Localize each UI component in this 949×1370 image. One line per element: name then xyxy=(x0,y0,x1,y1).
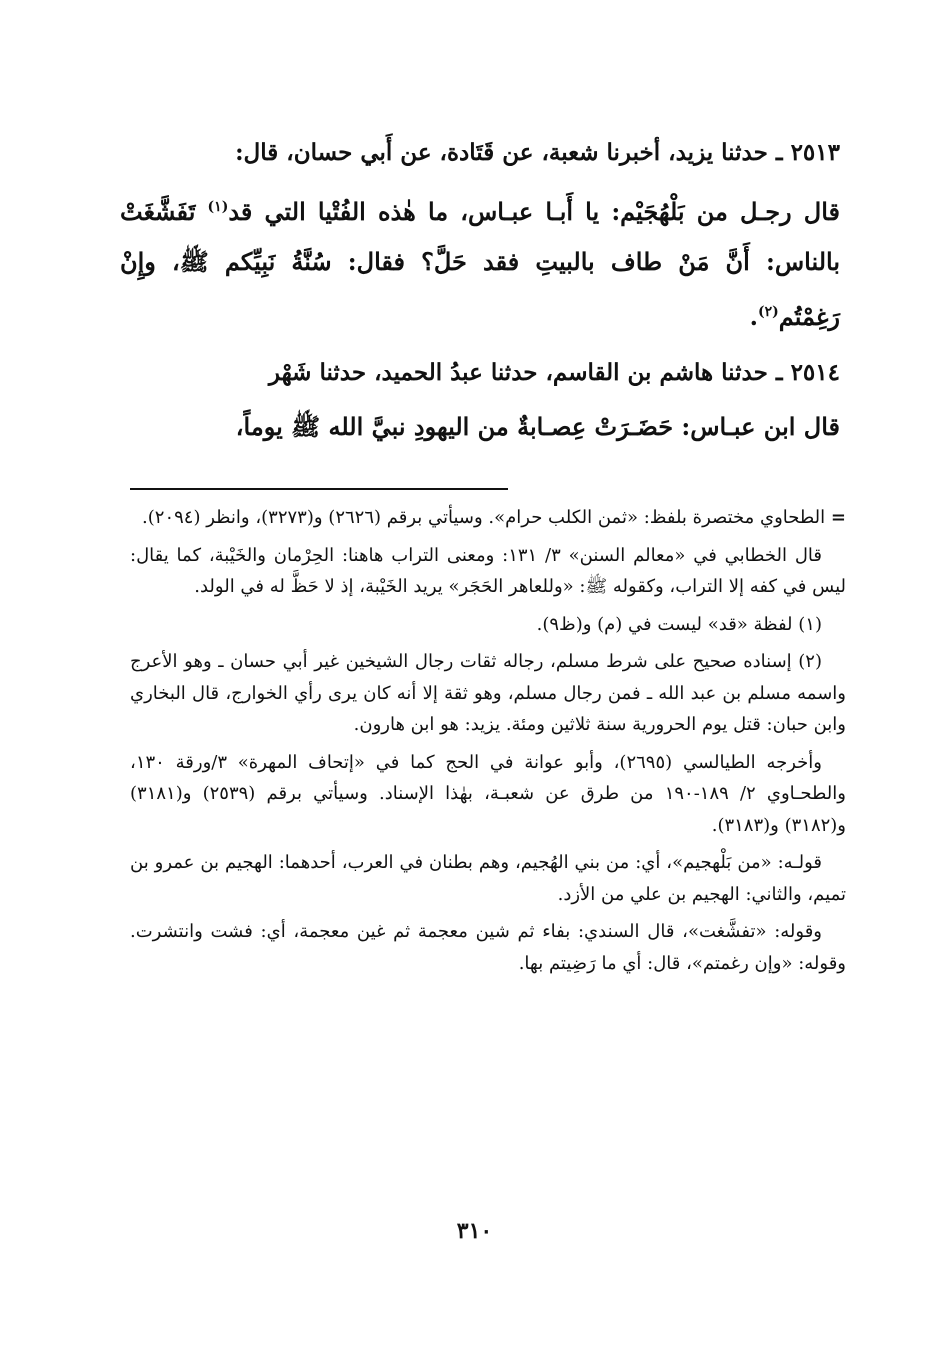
hadith-2513-text-2: تَفَشَّغَتْ بالناس: أَنَّ مَنْ طاف بالبيتِ فقد حَلَّ؟ فقال: سُنَّةُ نَبِيِّكم ﷺ، وإِنْ رَغِمْتُم xyxy=(120,197,840,331)
hadith-2514-text: قال ابن عبـاس: حَضَـرَتْ عِصـابةٌ من اليهودِ نبيَّ الله ﷺ يوماً، xyxy=(235,412,840,441)
hadith-2513 xyxy=(120,130,840,342)
hadith-2513-text-end: . xyxy=(749,302,758,331)
footnote-2-gloss-tafashshaghat: وقوله: «تفشَّغت»، قال السندي: بفاء ثم شين معجمة ثم غين معجمة، أي: فشت وانتشرت. وقوله: «وإن رغمتم»، قال: أي ما رَضِيتم بها. xyxy=(130,921,846,974)
hadith-2514-heading: ٢٥١٤ ـ حدثنا هاشم بن القاسم، حدثنا عبدُ الحميد، حدثنا شَهْر xyxy=(268,359,840,386)
main-text xyxy=(120,130,840,452)
hadith-2514 xyxy=(120,350,840,452)
hadith-2513-text xyxy=(120,182,840,342)
hadith-2513-text-1: قال رجـل من بَلْهُجَيْم: يا أَبـا عبـاس، ما هٰذه الفُتْيا التي قد xyxy=(228,197,840,226)
footnote-khattabi: قال الخطابي في «معالم السنن» ٣/ ١٣١: ومعنى التراب هاهنا: الحِرْمان والخَيْبة، كما يقال: ليس في كفه إلا التراب، وكقوله ﷺ: «وللعاهر الحَجَر» يريد الخَيْبة، إذ لا حَظَّ له في الولد. xyxy=(130,544,846,597)
hadith-2513-heading: ٢٥١٣ ـ حدثنا يزيد، أخبرنا شعبة، عن قَتَادة، عن أَبي حسان، قال: xyxy=(235,139,840,166)
footnote-2-takhrij: وأخرجه الطيالسي (٢٦٩٥)، وأبو عوانة في الحج كما في «إتحاف المهرة» ٣/ورقة ١٣٠، والطحـاوي ٢/ ١٨٩-١٩٠ من طرق عن شعبـة، بهٰذا الإسناد. وسيأتي برقم (٢٥٣٩) و(٣١٨١) و(٣١٨٢) و(٣١٨٣). xyxy=(130,751,846,836)
footnote-ref-2: (٢) xyxy=(757,304,779,320)
footnote-continuation xyxy=(130,502,846,534)
footnote-1: (١) لفظة «قد» ليست في (م) و(ظ٩). xyxy=(536,613,822,635)
footnote-2-gloss-balhujaym: قولـه: «من بَلْهجيم»، أي: من بني الهُجيم، وهم بطنان في العرب، أحدهما: الهجيم بن عمرو بن تميم، والثاني: الهجيم بن علي من الأزد. xyxy=(130,852,846,905)
footnote-divider xyxy=(130,488,508,490)
footnote-2: (٢) إسناده صحيح على شرط مسلم، رجاله ثقات رجال الشيخين غير أبي حسان ـ وهو الأعرج واسمه مسلم بن عبد الله ـ فمن رجال مسلم، وهو ثقة إلا أنه كان يرى رأي الخوارج، قال البخاري وابن حبان: قتل يوم الحرورية سنة ثلاثين ومئة. يزيد: هو ابن هارون. xyxy=(130,651,846,735)
continuation-mark: = xyxy=(830,507,846,528)
footnote-ref-1: (١) xyxy=(207,199,229,215)
footnotes xyxy=(130,502,846,985)
footnote-continuation-text: الطحاوي مختصرة بلفظ: «ثمن الكلب حرام». وسيأتي برقم (٢٦٢٦) و(٣٢٧٣)، وانظر (٢٠٩٤). xyxy=(142,507,826,528)
page-number: ٣١٠ xyxy=(456,1218,493,1244)
